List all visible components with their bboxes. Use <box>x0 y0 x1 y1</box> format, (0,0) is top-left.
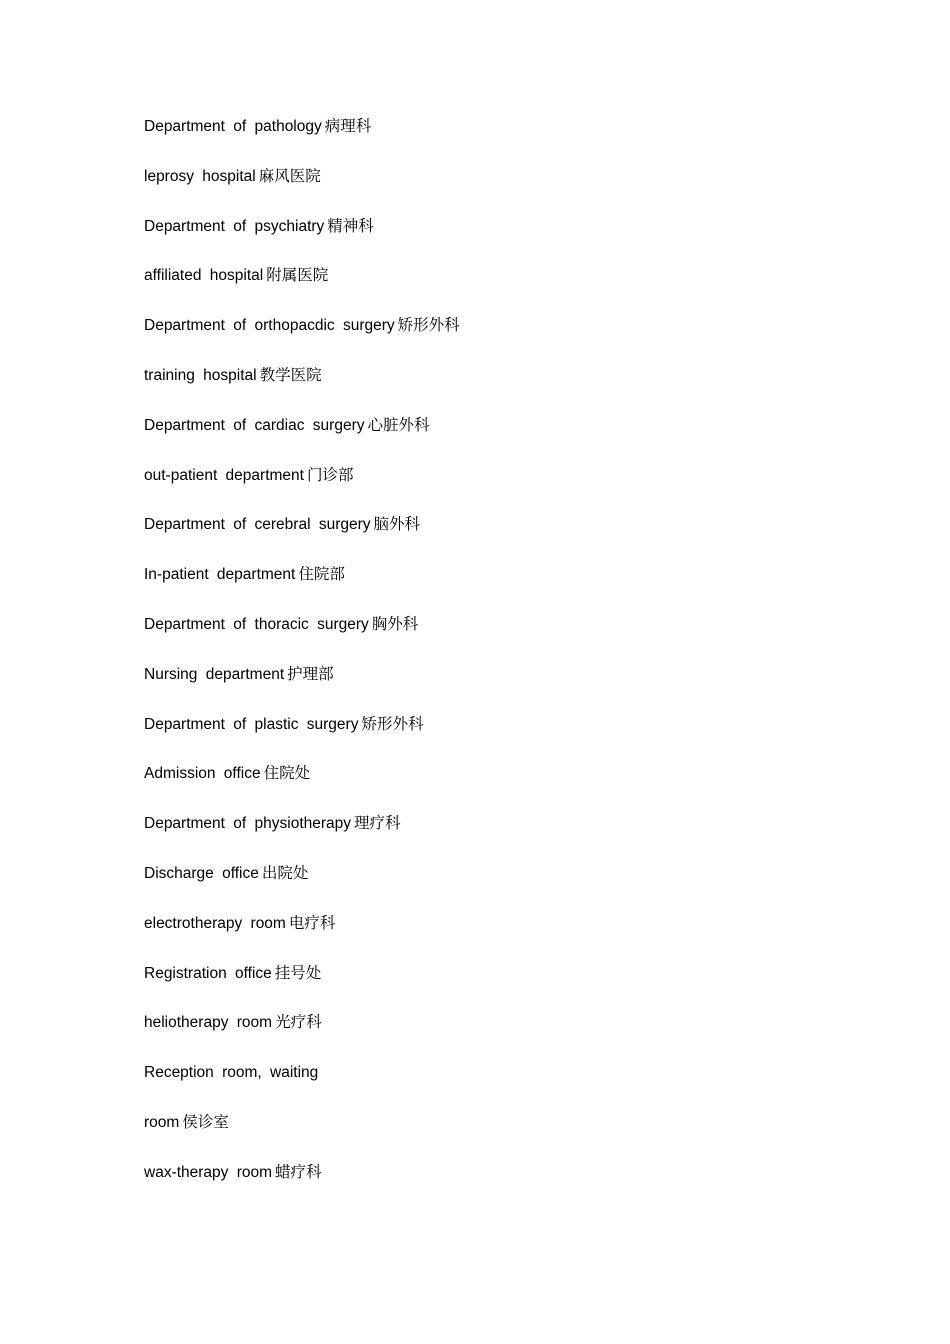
list-item <box>144 959 460 1009</box>
term-chinese: 护理部 <box>287 664 334 683</box>
term-chinese: 矫形外科 <box>361 714 424 733</box>
list-item <box>144 1158 460 1208</box>
term-chinese: 出院处 <box>261 863 309 882</box>
term-english: heliotherapy room <box>144 1014 273 1032</box>
term-english: training hospital <box>144 366 257 384</box>
list-item <box>144 261 460 311</box>
term-chinese: 理疗科 <box>354 814 401 833</box>
term-english: Department of physiotherapy <box>144 815 352 833</box>
list-item <box>144 610 460 660</box>
term-english: Reception room, waiting <box>144 1064 319 1082</box>
term-english: Department of cerebral surgery <box>144 516 371 534</box>
term-english: Nursing department <box>144 665 285 683</box>
list-item <box>144 411 460 461</box>
term-english: out-patient department <box>144 466 304 484</box>
term-english: Discharge office <box>144 864 259 882</box>
term-chinese: 教学医院 <box>259 365 322 384</box>
term-chinese: 脑外科 <box>373 515 421 534</box>
list-item <box>144 1108 460 1158</box>
vocabulary-list <box>144 112 460 1208</box>
list-item <box>144 660 460 710</box>
list-item <box>144 809 460 859</box>
term-english: Department of pathology <box>144 118 322 135</box>
term-chinese: 矫形外科 <box>397 316 460 335</box>
term-english: Department of plastic surgery <box>144 715 359 733</box>
term-chinese: 住院处 <box>263 764 311 783</box>
term-english: electrotherapy room <box>144 914 286 932</box>
list-item <box>144 560 460 610</box>
list-item <box>144 461 460 511</box>
term-chinese: 麻风医院 <box>258 166 321 185</box>
term-english: In-patient department <box>144 566 296 584</box>
term-chinese: 心脏外科 <box>367 415 430 434</box>
list-item <box>144 759 460 809</box>
list-item <box>144 909 460 959</box>
term-english: room <box>144 1113 180 1131</box>
term-chinese: 附属医院 <box>266 266 329 285</box>
list-item <box>144 510 460 560</box>
term-english: Department of thoracic surgery <box>144 615 369 633</box>
term-chinese: 精神科 <box>327 216 374 235</box>
list-item <box>144 311 460 361</box>
term-chinese: 胸外科 <box>371 614 419 633</box>
term-english: Department of psychiatry <box>144 217 325 235</box>
term-english: Admission office <box>144 765 261 783</box>
term-english: wax-therapy room <box>144 1163 273 1181</box>
list-item <box>144 212 460 262</box>
term-english: affiliated hospital <box>144 267 264 285</box>
list-item <box>144 1058 460 1108</box>
term-chinese: 挂号处 <box>274 963 322 982</box>
term-english: Department of cardiac surgery <box>144 416 365 434</box>
term-chinese: 蜡疗科 <box>275 1162 322 1181</box>
term-chinese: 病理科 <box>324 117 372 135</box>
list-item <box>144 162 460 212</box>
term-english: Registration office <box>144 964 272 982</box>
term-chinese: 侯诊室 <box>182 1112 229 1131</box>
term-english: Department of orthopacdic surgery <box>144 317 395 335</box>
list-item <box>144 859 460 909</box>
term-english: leprosy hospital <box>144 167 256 185</box>
term-chinese: 电疗科 <box>288 913 336 932</box>
list-item <box>144 1008 460 1058</box>
term-chinese: 住院部 <box>298 565 345 584</box>
list-item <box>144 112 460 162</box>
term-chinese: 光疗科 <box>275 1013 322 1032</box>
list-item <box>144 710 460 760</box>
term-chinese: 门诊部 <box>306 465 354 484</box>
list-item <box>144 361 460 411</box>
